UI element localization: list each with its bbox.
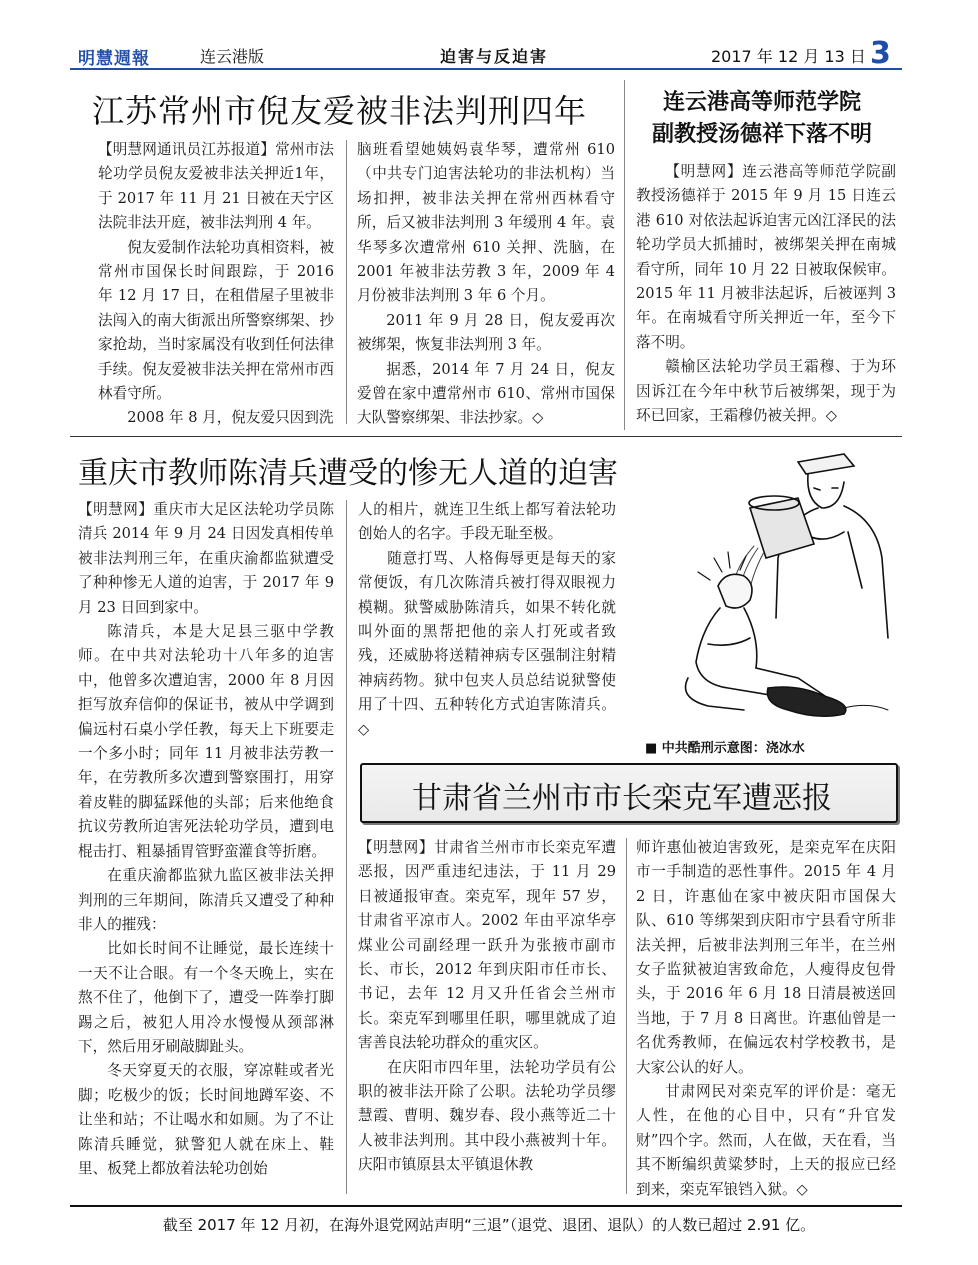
column-divider (346, 140, 347, 424)
article2-title-line1: 连云港高等师范学院 (662, 89, 861, 115)
page-number: 3 (870, 36, 891, 71)
article4-column-2 (636, 836, 896, 1202)
article4-paragraph: 【明慧网】甘肃省兰州市市长栾克军遭恶报，因严重违纪违法，于 11 月 29 日被通报审查。栾克军，现年 57 岁，甘肃省平凉市人。2002 年由平凉华亭煤业公司副经理一跃升为张掖市副市长、市长，2012 年到庆阳市任市长、书记，去年 12 月又升任省会兰州市长。栾克军到哪里任职，哪里就成了迫害善良法轮功群众的重灾区。 (358, 839, 616, 1052)
header-divider (70, 68, 902, 70)
article3-paragraph: 随意打骂、人格侮辱更是每天的家常便饭，有几次陈清兵被打得双眼视力模糊。狱警威胁陈清兵，如果不转化就叫外面的黑帮把他的亲人打死或者致残，还威胁将送精神病专区强制注射精神病药物。狱中包夹人员总结说狱警使用了十四、五种转化方式迫害陈清兵。◇ (358, 549, 616, 738)
article3-paragraph: 在重庆渝都监狱九监区被非法关押判刑的三年期间，陈清兵又遭受了种种非人的摧残： (78, 867, 334, 933)
article3-column-2 (358, 498, 616, 742)
article3-paragraph: 比如长时间不让睡觉，最长连续十一天不让合眼。有一个冬天晚上，实在熬不住了，他倒下了，遭受一阵拳打脚踢之后，被犯人用冷水慢慢从颈部淋下，然后用牙刷敲脚趾头。 (78, 940, 334, 1055)
article1-paragraph: 2008 年 8 月，倪友爱只因到洗 (127, 409, 334, 427)
article2-paragraph: 【明慧网】连云港高等师范学院副教授汤德祥于 2015 年 9 月 15 日连云港 610 对依法起诉迫害元凶江泽民的法轮功学员大抓捕时，被绑架关押在南城看守所，同年 10 月 22 日被取保候审。2015 年 11 月被非法起诉，后被诬判 3 年。在南城看守所关押近一年，至今下落不明。 (636, 163, 897, 351)
column-divider (626, 838, 627, 1194)
newspaper-brand: 明慧週報 (78, 49, 150, 69)
column-divider (346, 500, 347, 1194)
article4-paragraph: 甘肃网民对栾克军的评价是：毫无人性，在他的心目中，只有“升官发财”四个字。然而，人在做，天在看，当其不断编织黄粱梦时，上天的报应已经到来，栾克军锒铛入狱。◇ (636, 1083, 896, 1198)
article3-title: 重庆市教师陈清兵遭受的惨无人道的迫害 (78, 456, 618, 491)
article3-paragraph: 冬天穿夏天的衣服，穿凉鞋或者光脚；吃极少的饭；长时间地蹲军姿、不让坐和站；不让喝水和如厕。为了不让陈清兵睡觉，狱警犯人就在床上、鞋里、板凳上都放着法轮功创始 (78, 1062, 334, 1177)
article1-paragraph: 2011 年 9 月 28 日，倪友爱再次被绑架，恢复非法判刑 3 年。 (357, 311, 615, 354)
column-divider (624, 80, 625, 430)
article1-paragraph: 脑班看望她姨妈袁华琴，遭常州 610（中共专门迫害法轮功的非法机构）当场扣押，被非法关押在常州西林看守所，后又被非法判刑 3 年缓刑 4 年。袁华琴多次遭常州 610 关押、洗脑，在 2001 年被非法劳教 3 年，2009 年 4 月份被非法判刑 3 年 6 个月。 (357, 141, 615, 305)
article4-title: 甘肃省兰州市市长栾克军遭恶报 (412, 781, 832, 816)
torture-illustration (648, 448, 902, 730)
article2-paragraph: 赣榆区法轮功学员王霜穆、于为环因诉江在今年中秋节后被绑架，现于为环已回家，王霜穆仍被关押。◇ (636, 358, 896, 425)
section-divider (70, 436, 902, 437)
edition-label: 连云港版 (200, 47, 265, 66)
article1-paragraph: 【明慧网通讯员江苏报道】常州市法轮功学员倪友爱被非法关押近1年，于 2017 年 11 月 21 日被在天宁区法院非法开庭，被非法判刑 4 年。 (98, 141, 334, 232)
article3-paragraph: 【明慧网】重庆市大足区法轮功学员陈清兵 2014 年 9 月 24 日因发真相传单被非法判刑三年，在重庆渝都监狱遭受了种种惨无人道的迫害，于 2017 年 9 月 23 日回到家中。 (78, 501, 334, 616)
article4-column-1 (358, 836, 616, 1178)
article1-paragraph: 倪友爱制作法轮功真相资料，被常州市国保长时间跟踪，于 2016 年 12 月 17 日，在租借屋子里被非法闯入的南大街派出所警察绑架、抄家抢劫，当时家属没有收到任何法律手续。倪友爱被非法关押在常州市西林看守所。 (98, 238, 334, 403)
article4-paragraph: 师许惠仙被迫害致死，是栾克军在庆阳市一手制造的恶性事件。2015 年 4 月 2 日，许惠仙在家中被庆阳市国保大队、610 等绑架到庆阳市宁县看守所非法关押，后被非法判刑三年半，在兰州女子监狱被迫害致命危，人瘦得皮包骨头，于 2016 年 6 月 18 日清晨被送回当地，于 7 月 8 日离世。许惠仙曾是一名优秀教师，在偏远农村学校教书，是大家公认的好人。 (636, 839, 896, 1076)
article1-column-1 (98, 138, 334, 431)
article2-body (636, 160, 896, 428)
article4-paragraph: 在庆阳市四年里，法轮功学员有公职的被非法开除了公职。法轮功学员缪慧霞、曹明、魏岁春、段小燕等近二十人被非法判刑。其中段小燕被判十年。庆阳市镇原县太平镇退休教 (358, 1058, 616, 1174)
image-caption: ■ 中共酷刑示意图：浇冰水 (645, 741, 805, 756)
article1-column-2 (357, 138, 615, 431)
article1-title: 江苏常州市倪友爱被非法判刑四年 (92, 92, 588, 130)
article3-paragraph: 人的相片，就连卫生纸上都写着法轮功创始人的名字。手段无耻至极。 (358, 501, 616, 543)
issue-date: 2017 年 12 月 13 日 (711, 47, 866, 66)
footer-notice: 截至 2017 年 12 月初，在海外退党网站声明“三退”（退党、退团、退队）的人数已超过 2.91 亿。 (162, 1216, 816, 1234)
article2-title-line2: 副教授汤德祥下落不明 (651, 121, 872, 147)
article3-paragraph: 陈清兵，本是大足县三驱中学教师。在中共对法轮功十八年多的迫害中，他曾多次遭迫害，2000 年 8 月因拒写放弃信仰的保证书，被从中学调到偏远村石桌小学任教，每天上下班要走一个多小时；同年 11 月被非法劳教一年，在劳教所多次遭到警察围打，用穿着皮鞋的脚猛踩他的头部；后来他绝食抗议劳教所迫害死法轮功学员，遭到电棍击打、粗暴插胃管野蛮灌食等折磨。 (78, 623, 334, 860)
footer-divider (70, 1205, 902, 1207)
article1-paragraph: 据悉，2014 年 7 月 24 日，倪友爱曾在家中遭常州市 610、常州市国保大队警察绑架、非法抄家。◇ (357, 360, 615, 427)
section-title: 迫害与反迫害 (440, 47, 549, 66)
article3-column-1 (78, 498, 334, 1181)
